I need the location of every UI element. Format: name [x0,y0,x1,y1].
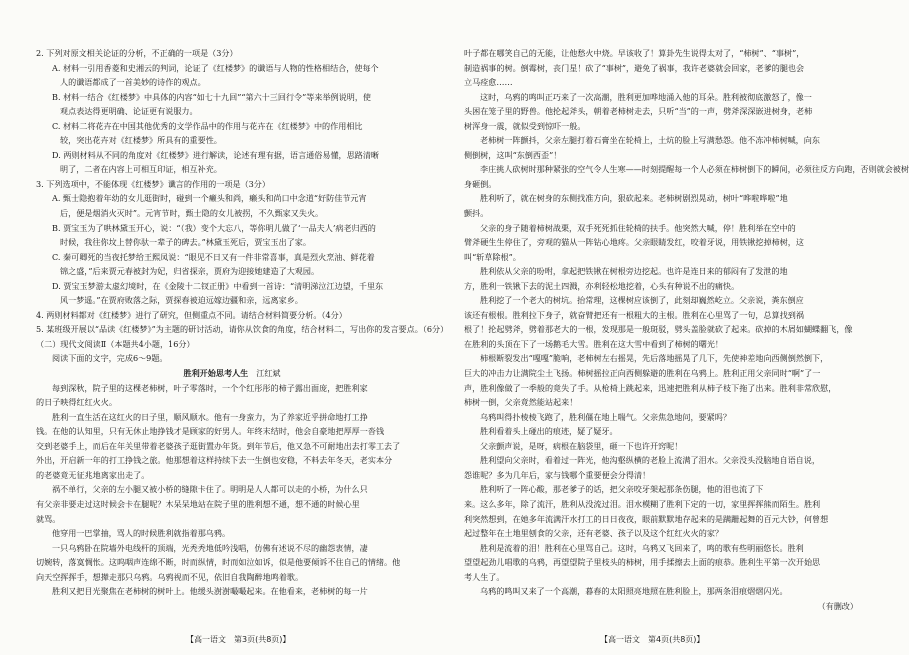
article-title [36,366,428,381]
left-page-text-line: 胜利一直生活在这红火的日子里，顺风顺水。他有一身蛮力，为了养家近乎拼命地打工挣 [52,411,368,422]
right-page-text-line: 在胜利的头顶在下了一场鹅毛大雪。胜利在这大雪中看到了柿树的曙光！ [464,338,724,349]
left-page-text-line: D. 贾宝玉梦游太虚幻境时，在《金陵十二钗正册》中看到一首诗：“清明涕泣江边望，千里东 [52,280,384,291]
left-page-text-line: 时候，我往你坟上替你驮一辈子的碑去。”林黛玉死后，贾宝玉出了家。 [60,237,311,248]
right-page-text-line: 胜利听了一阵心酸，那老爹子的话，把父亲咬牙架起那条伤腿，他的泪也流了下 [480,484,764,495]
right-page-text-line: 父亲颤声说，是呀，病根在脑袋里，砸一下也许开窍呢！ [480,440,683,451]
right-page-text-line: 怨谁呢？多为几年后，家与钱哪个重要便会分得清！ [464,469,651,480]
right-page-text-line: 树浑身一震，就似受到惊吓一般。 [464,120,586,131]
right-page-text-line: 这时，乌鸦的鸣叫正巧来了一次高潮，胜利更加哗地涌入他的耳朵。胜利被彻底激怒了，像一 [480,91,812,102]
left-page-text-line: 明了，二者在内容上可相互印证，相互补充。 [60,164,222,175]
left-page-text-line: 祸不单行，父亲的左小腿又被小桥的缝隙卡住了。明明是人人都可以走的小桥，为什么只 [52,484,368,495]
left-page-text-line: 交到老婆手上，而后在年关里带着老婆孩子逛街置办年货。到年节后，他又急不可耐地出去打零工去了 [36,440,401,451]
right-page-text-line: 利突然想到，在她多年流满汗水打工的日日夜夜，眼前默默地存起来的是蹒跚起舞的百元大钞，何曾想 [464,513,829,524]
right-page-text-line: 望望起劲儿唱歌的乌鸦，再望望院子里枝头的柿树，用手揉擦去上面的痕恭。胜利生平第一次开始思 [464,557,821,568]
left-page-text-line: 5. 某班级开展以“品读《红楼梦》”为主题的研讨活动，请你从饮食的角度，结合材料二，写出你的发言要点。（6分） [36,324,449,335]
right-page-text-line: 柿根断裂发出“嘎嘎”脆响，老柿树左右摇晃，先后落地摇晃了几下，先使神差地向西侧倒然倒下， [480,353,829,364]
article-title-text: 胜利开始思考人生 [183,368,249,379]
right-page-text-line: 胜利依从父亲的吩咐，拿起把铁锹在树根旁边挖起。也许是连日来的郁闷有了发泄的地 [480,266,788,277]
left-page-text-line: 观点表达得更明确、论证更有说服力。 [60,106,198,117]
left-page-text-line: 锦之盛，”后来贾元春被封为妃，归省探亲，贾府为迎接她建造了大观园。 [60,266,320,277]
right-page-text-line: 乌鸦叫得扑棱棱飞跑了，胜利僵在地上喘气。父亲焦急地问，要紧吗？ [480,411,731,422]
left-page-text-line: 一只乌鸦卧在院墙外电线杆的顶端，光秃秃地低吟浅唱，仿佛有述说不尽的幽怨衷情，凄 [52,542,368,553]
right-page-text-line: （有删改） [817,600,858,611]
left-page-text-line: 钱。在他的认知里，只有无休止地挣钱才是顾家的好男人。年终末结时，他会自豪地把厚厚一沓钱 [36,426,385,437]
right-page-text-line: 老柿树一阵颤抖，父亲左腿打着石膏坐在轮椅上，土炕的脸上写满愁怨。他不冻冲柿树喊，向东 [480,135,820,146]
right-page-text-line: 胜利听了，就在树身的东侧找准方向，狠砍起来。老柿树剧烈晃动，树叶“哗啦哗啦”地 [480,193,788,204]
left-page-text-line: A. 材料一引用香菱和史湘云的判词，论证了《红楼梦》的谶语与人物的性格相结合，使每个 [52,62,379,73]
right-page-text-line: 考人生了。 [464,571,505,582]
left-page-text-line: 后，便是烟消火灭时”。元宵节时，甄士隐的女儿被拐，不久甄家又失火。 [60,208,324,219]
right-page-text-line: 侧倒树，这叫“东倒西歪”！ [464,149,562,160]
left-page-footer: 【高一语文 第3页(共8页)】 [186,635,291,644]
left-page-text-line: 人的谶语都成了一首美妙的诗作的观点。 [60,77,206,88]
left-page-text-line: A. 甄士隐抱着年幼的女儿逛街时，碰到一个癞头和尚，癞头和尚口中念道“好防佳节元宵 [52,193,367,204]
left-page-text-line: 4. 两则材料都对《红楼梦》进行了研究，但侧重点不同。请结合材料简要分析。（4分） [36,309,347,320]
left-page-text-line: D. 两则材料从不同的角度对《红楼梦》进行解读，论述有理有据，语言通俗易懂，思路清晰 [52,149,380,160]
right-page-footer: 【高一语文 第4页(共8页)】 [600,635,705,644]
left-page-text-line: 向天空挥挥手，想撵走那只乌鸦。乌鸦视而不见，依旧自我陶醉地鸣着歌。 [36,571,304,582]
right-page-text-line: 胜利挖了一个老大的树坑。抬常理，这棵树应该倒了，此刻却巍然屹立。父亲说，粪东倒应 [480,295,804,306]
left-page-text-line: B. 贾宝玉为了哄林黛玉开心，说：“（我）变个大忘八，等你明儿做了‘一品夫人’病老归西的 [52,222,376,233]
right-page-text-line: 方，胜利一铁锹下去的泥土四溅，亦利轻松地挖着，心头有种说不出的痛快。 [464,280,740,291]
right-page-text-line: 臂斧硬生生停住了，旁观的猫从一阵钻心地疼。父亲眼睛发红，咬着牙说，用铁锹挖掉柿树，这 [464,237,804,248]
left-page-text-line: B. 材料一结合《红楼梦》中具体的内容“如七十九回”“第六十三回行令”等来举例说明，使 [52,91,372,102]
right-page-text-line: 声，胜利像做了一季般的竟失了手。从枪椅上跳起来，迅速把胜利从柿子枝下拖了出来。胜利非常欣慰， [464,382,837,393]
right-page-text-line: 制造祸事的树。倒霉树，丧门星！砍了“事树”，避免了祸事，我许老婆就会回家，老爹的腿也会 [464,62,805,73]
left-page-text-line: 有父亲非要走过这时候会卡在腿呢？木呆呆地站在院子里的胜利想不通，想不通的时候心里 [36,498,360,509]
right-page-text-line: 叶子都在哪笑自己的无能，让他愁火中烧。早该收了！算卦先生说得太对了，“柿树”、“事树”， [464,48,805,58]
right-page-text-line: 叫“斩草除根”。 [464,251,521,262]
right-page-text-line: 胜利是流着的泪！胜利在心里骂自己。这时，乌鸦又飞回来了，鸣的歌有些明丽悠长。胜利 [480,542,804,553]
right-page-text-line: 起过整年在土地里刨食的父亲，还有老婆、孩子以及这个红红火火的家？ [464,528,724,539]
left-page-column [36,46,449,626]
right-page-text-line: 父亲的身子随着柿树战栗，双手死死抓住轮椅的扶手。他突然大喊，停！胜利举在空中的 [480,222,796,233]
left-page-text-line: C. 秦可卿死的当夜托梦给王熙凤说：“眼见不日又有一件非常喜事，真是烈火烹油、鲜花着 [52,251,375,262]
right-page-text-line: 李庄挑人砍树时那种紧张的空气令人生寒——时刻提醒每一个人必须在柿树倒下的瞬间，必须往反方向跑，否则就会被树 [480,164,909,175]
right-page-text-line: 颤抖。 [464,208,489,219]
right-page-text-line: 乌鸦的鸣叫又来了一个高潮，暮春的太阳照亮地照在胜利脸上，那两条泪痕熠熠闪光。 [480,586,788,597]
left-page-text-line: 胜利又把目光聚焦在老柿树的树叶上。他缓头澍澍嘬嘬起来。在他看来，老柿树的每一片 [52,586,368,597]
left-page-text-line: 切婉转，落寞惆怅。这呜咽声连绵不断，时而纵情，时而如泣如诉，似是他要倾诉不住自己的情绪。他 [36,557,401,568]
left-page-text-line: （二）现代文阅读Ⅱ（本题共4小题，16分） [36,338,195,349]
right-page-text-line: 立马痊愈…… [464,77,513,88]
left-page-text-line: 他穿用一巴掌抽，骂人的时候胜利就指着那乌鸦。 [52,528,231,539]
right-page-text-line: 来。这么多年，除了流汗，胜利从没流过泪。泪水模糊了胜利下定的一切，家里挥挥熊而陌生。胜利 [464,498,821,509]
right-page-text-line: 柿树一倒，父亲竟然能站起来！ [464,397,578,408]
right-page-text-line: 该还有根根。胜利拉下身子，就奋臂把还有一根粗大的主根。胜利在心里骂了一句，总算找到祸 [464,309,804,320]
left-page-text-line: 外出，开启新一年的打工挣钱之旅。他那想着这样持续下去一生倒也安稳，不料去年冬天，老实本分 [36,455,393,466]
right-page-text-line: 胜利望向父亲时，看着过一阵光，他沟壑纵横的老脸上流满了泪水。父亲没头没脑地自语自说， [480,455,820,466]
left-page-text-line: 的老婆竟无征兆地离家出走了。 [36,469,150,480]
article-author: 江红斌 [256,368,281,379]
left-page-text-line: 每到深秋，院子里的这棵老柿树，叶子零落时，一个个红彤彤的柿子露出面庞，把胜利家 [52,382,368,393]
right-page-text-line: 巨大的冲击力让满院尘土飞扬。柿树摇拉正向西侧躲避的胜利在乌鸦上。胜利正用父亲同时“啊”了一 [464,368,821,379]
left-page-text-line: C. 材料二将花卉在中国其他优秀的文学作品中的作用与花卉在《红楼梦》中的作用相比 [52,120,363,131]
right-page-text-line: 身砸倒。 [464,178,497,189]
left-page-text-line: 2. 下列对原文相关论证的分析，不正确的一项是（3分） [36,48,238,58]
left-page-text-line: 较，突出花卉对《红楼梦》所具有的重要性。 [60,135,222,146]
left-page-text-line: 3. 下列选项中，不能体现《红楼梦》谶言的作用的一项是（3分） [36,178,270,189]
left-page-text-line: 风一梦遥。”在贾府败落之际，贾探春被迫远嫁边疆和亲，远离家乡。 [60,295,303,306]
left-page-text-line: 的日子映得红红火火。 [36,397,117,408]
right-page-text-line: 头困在笼子里的野兽。他抡起斧头，朝着老柿树走去，只听“当”的一声，劈斧深深嵌进树身，老柿 [464,106,813,117]
right-page-column [464,46,909,626]
left-page-text-line: 阅读下面的文字，完成6～9题。 [52,353,168,364]
left-page-text-line: 就骂。 [36,513,61,524]
right-page-text-line: 根了！抡起劈斧，劈着那老大的一根，发现那是一般斑驳，劈头盖脸就砍了起来。砍掉的木屑如蝴蝶翻飞，像 [464,324,853,335]
right-page-text-line: 胜利看着头上碰出的痕迹，疑了疑牙。 [480,426,618,437]
